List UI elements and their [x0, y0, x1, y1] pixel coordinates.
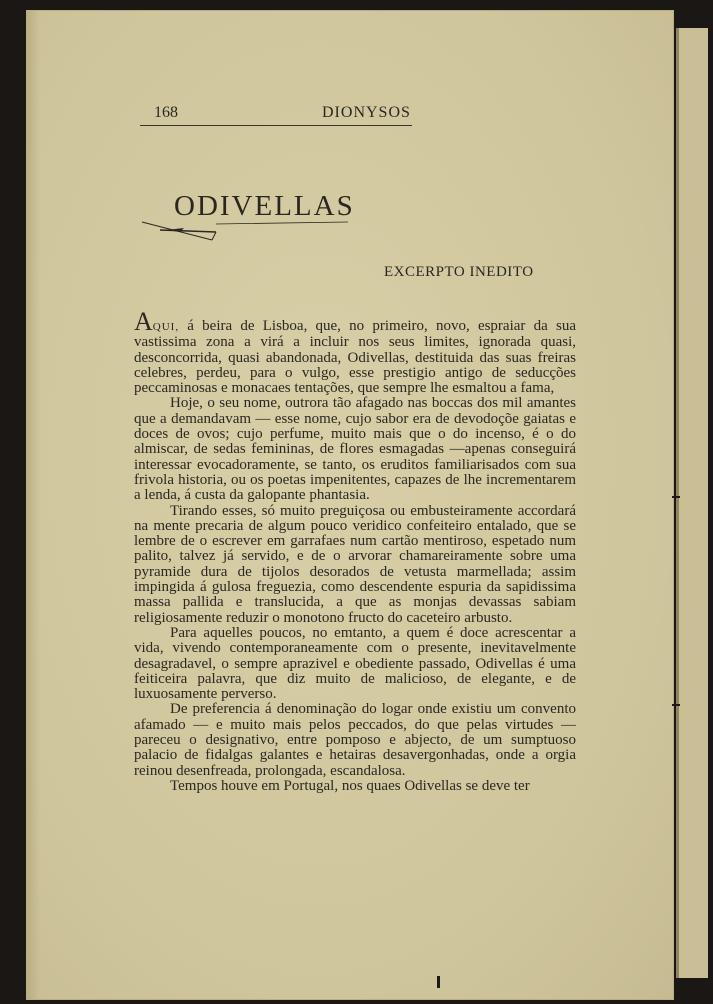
running-head: DIONYSOS [322, 104, 411, 121]
article-body [134, 307, 576, 794]
margin-mark [672, 496, 680, 498]
page-number: 168 [154, 104, 178, 121]
article-subtitle: EXCERPTO INEDITO [384, 264, 534, 280]
margin-mark [672, 704, 680, 706]
paragraph-2: Hoje, o seu nome, outrora tão afagado nas boccas dos mil amantes que a demandavam — esse nome, cujo sabor era de devodoçõe gaiatas e doces de ovos; cujo perfume, muito mais que o do incenso, é o do almiscar, de sedas femininas, de flores esmagadas —apenas conseguirá interessar evocadoramente, se tanto, os eruditos familiarisados com sua frivola historia, ou os poetas impenitentes, capazes de lhe incrementarem a lenda, á custa da galopante phantasia. [134, 395, 576, 504]
header-rule [140, 125, 412, 126]
paragraph-6: Tempos houve em Portugal, nos quaes Odivellas se deve ter [170, 777, 530, 794]
paragraph-4: Para aquelles poucos, no emtanto, a quem é doce acrescentar a vida, vivendo contemporaneamente com o presente, inevitavelmente desagradavel, o sempre aprazivel e obediente passado, Odivellas é uma feiticeira palavra, que diz muito de malicioso, de elegante, e de luxuosamente perverso. [134, 624, 576, 703]
title-ornament-icon [140, 220, 350, 246]
paragraph-text: á beira de Lisboa, que, no primeiro, novo, espraiar da sua vastissima zona a virá a incluir nos seus limites, ignorada quasi, desconcorrida, quasi abandonada, Odivellas, destituida das suas freiras celebres, perdeu, para o vulgo, esse prestigio antigo de seducções peccaminosas e monacaes tentações, que sempre lhe esmaltou a fama, [134, 318, 576, 397]
first-word: QUI, [152, 321, 180, 333]
margin-mark [437, 976, 440, 988]
drop-cap: A [134, 307, 153, 336]
facing-page-edge [676, 28, 708, 978]
paragraph-1 [134, 307, 576, 397]
page-header [140, 104, 414, 126]
paragraph-5: De preferencia á denominação do logar onde existiu um convento afamado — e muito mais pelos peccados, do que pelas virtudes — pareceu o designativo, entre pomposo e abjecto, de um sumptuoso palacio de fidalgas galantes e hetairas desavergonhadas, onde a orgia reinou desenfreada, prolongada, escandalosa. [134, 701, 576, 779]
article-title: ODIVELLAS [174, 190, 355, 222]
paragraph-3: Tirando esses, só muito preguiçosa ou embusteiramente accordará na mente precaria de algum pouco veridico confeiteiro entalado, que se lembre de o escrever em garrafaes num cartão mentiroso, espetado num palito, talvez já servido, e de o arvorar chamareiramente sobre uma pyramide dura de tijolos desorados de vetusta marmellada; assim impingida á gulosa freguezia, como descendente espuria da sapidissima massa pallida e translucida, a que as monjas devassas sabiam religiosamente reduzir o monotono fructo do caceteiro arbusto. [134, 502, 576, 626]
